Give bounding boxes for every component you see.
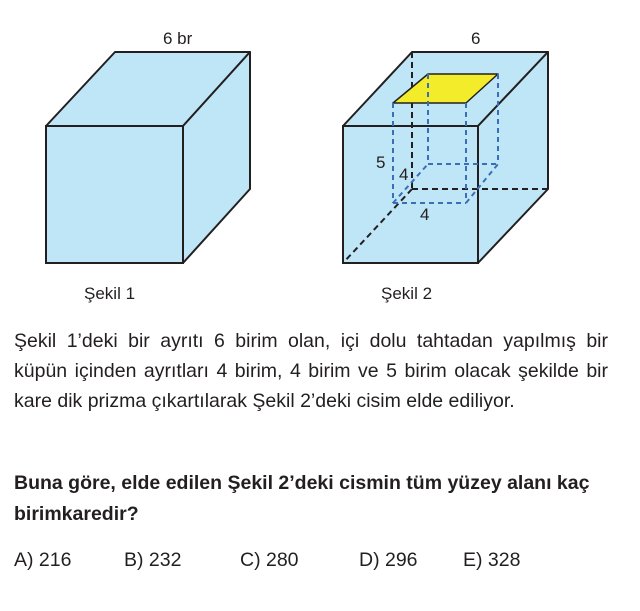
hole-depth-label: 4	[399, 165, 409, 184]
cube-figure-2	[343, 29, 548, 303]
cube2-edge-label: 6	[471, 29, 481, 48]
answer-options	[14, 549, 614, 579]
cube-figure-1	[46, 29, 250, 303]
option-e[interactable]: E) 328	[463, 549, 521, 571]
hole-width-label: 4	[420, 205, 430, 224]
cube2-caption: Şekil 2	[381, 284, 433, 303]
option-b[interactable]: B) 232	[124, 549, 182, 571]
question-prompt: Buna göre, elde edilen Şekil 2’deki cismin tüm yüzey alanı kaç birimkaredir?	[14, 472, 590, 525]
hole-height-label: 5	[376, 153, 386, 172]
cube1-caption: Şekil 1	[84, 284, 136, 303]
option-a[interactable]: A) 216	[14, 549, 72, 571]
option-d[interactable]: D) 296	[359, 549, 418, 571]
question-text: Şekil 1’deki bir ayrıtı 6 birim olan, içi dolu tahtadan yapılmış bir küpün içinden ayrıtları 4 birim, 4 birim ve 5 birim olacak şekilde bir kare dik prizma çıkartılarak Şekil 2’deki cisim elde ediliyor.	[14, 330, 608, 412]
option-c[interactable]: C) 280	[240, 549, 299, 571]
cube1-front-face	[46, 126, 183, 263]
cube1-edge-label: 6 br	[163, 29, 193, 48]
